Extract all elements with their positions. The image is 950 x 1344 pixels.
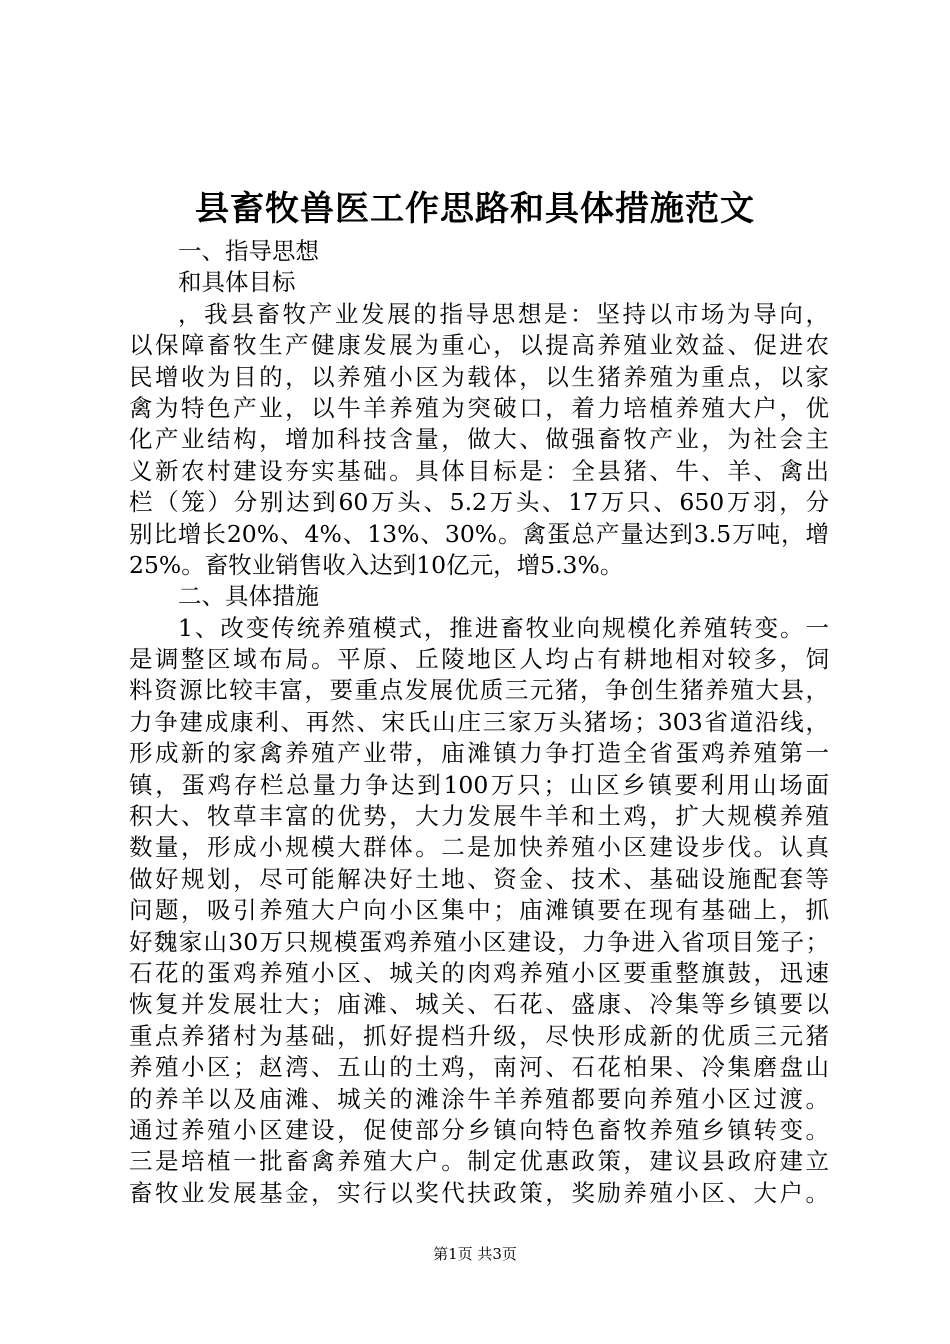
- text-line: 通过养殖小区建设，促使部分乡镇向特色畜牧养殖乡镇转变。: [129, 1115, 829, 1144]
- document-title: 县畜牧兽医工作思路和具体措施范文: [195, 189, 755, 229]
- text-line: 料资源比较丰富，要重点发展优质三元猪，争创生猪养殖大县，: [129, 676, 829, 705]
- text-line: 石花的蛋鸡养殖小区、城关的肉鸡养殖小区要重整旗鼓，迅速: [129, 958, 829, 987]
- text-line: 好魏家山30万只规模蛋鸡养殖小区建设，力争进入省项目笼子；: [129, 927, 829, 956]
- text-line: 是调整区域布局。平原、丘陵地区人均占有耕地相对较多，饲: [129, 645, 829, 674]
- text-line: 1、改变传统养殖模式，推进畜牧业向规模化养殖转变。一: [178, 613, 829, 642]
- text-line: 和具体目标: [178, 268, 296, 297]
- text-line: 禽为特色产业，以牛羊养殖为突破口，着力培植养殖大户，优: [129, 393, 829, 422]
- text-line: ，我县畜牧产业发展的指导思想是：坚持以市场为导向，: [178, 299, 829, 328]
- text-line: 力争建成康利、再然、宋氏山庄三家万头猪场；303省道沿线，: [129, 707, 829, 736]
- text-line: 栏（笼）分别达到60万头、5.2万头、17万只、650万羽，分: [129, 488, 829, 517]
- text-line: 一、指导思想: [178, 237, 319, 265]
- text-line: 的养羊以及庙滩、城关的滩涂牛羊养殖都要向养殖小区过渡。: [129, 1084, 829, 1113]
- text-line: 形成新的家禽养殖产业带，庙滩镇力争打造全省蛋鸡养殖第一: [129, 739, 829, 768]
- text-line: 养殖小区；赵湾、五山的土鸡，南河、石花柏果、冷集磨盘山: [129, 1053, 829, 1082]
- text-line: 二、具体措施: [178, 582, 319, 611]
- text-line: 义新农村建设夯实基础。具体目标是：全县猪、牛、羊、禽出: [129, 456, 829, 485]
- text-line: 数量，形成小规模大群体。二是加快养殖小区建设步伐。认真: [129, 833, 829, 862]
- text-line: 三是培植一批畜禽养殖大户。制定优惠政策，建议县政府建立: [129, 1147, 829, 1176]
- document-body: [129, 236, 829, 1209]
- text-line: 化产业结构，增加科技含量，做大、做强畜牧产业，为社会主: [129, 425, 829, 454]
- text-line: 重点养猪村为基础，抓好提档升级，尽快形成新的优质三元猪: [129, 1021, 829, 1050]
- page-footer: 第1页 共3页: [433, 1245, 517, 1263]
- text-line: 别比增长20%、4%、13%、30%。禽蛋总产量达到3.5万吨，增: [129, 519, 829, 548]
- text-line: 问题，吸引养殖大户向小区集中；庙滩镇要在现有基础上，抓: [129, 896, 829, 925]
- text-line: 以保障畜牧生产健康发展为重心，以提高养殖业效益、促进农: [129, 331, 829, 360]
- text-line: 做好规划，尽可能解决好土地、资金、技术、基础设施配套等: [129, 864, 829, 893]
- text-line: 积大、牧草丰富的优势，大力发展牛羊和土鸡，扩大规模养殖: [129, 802, 829, 831]
- text-line: 畜牧业发展基金，实行以奖代扶政策，奖励养殖小区、大户。: [129, 1178, 829, 1207]
- text-line: 恢复并发展壮大；庙滩、城关、石花、盛康、冷集等乡镇要以: [129, 990, 829, 1019]
- text-line: 镇，蛋鸡存栏总量力争达到100万只；山区乡镇要利用山场面: [129, 770, 829, 799]
- text-line: 民增收为目的，以养殖小区为载体，以生猪养殖为重点，以家: [129, 362, 829, 391]
- text-line: 25%。畜牧业销售收入达到10亿元，增5.3%。: [129, 550, 624, 579]
